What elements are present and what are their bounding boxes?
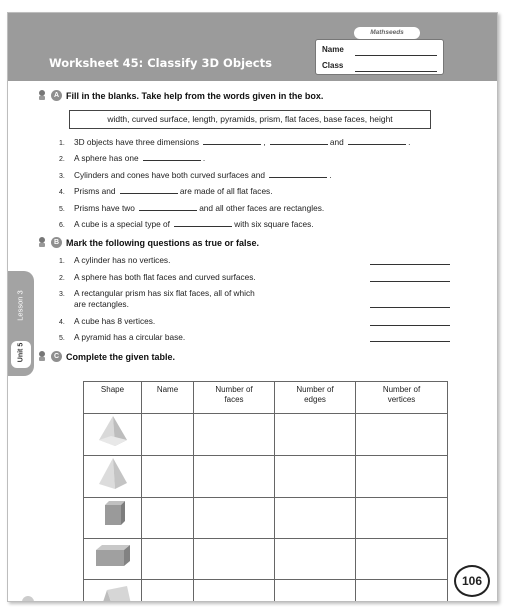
unit-badge (11, 341, 31, 368)
vertices-cell[interactable] (356, 456, 448, 498)
edges-cell[interactable] (275, 580, 356, 603)
faces-cell[interactable] (194, 580, 275, 603)
col-header-faces: Number of faces (194, 382, 275, 414)
tf-item-1: 1. A cylinder has no vertices. (59, 255, 171, 265)
triangular-prism-icon (93, 582, 133, 603)
table-row (84, 414, 448, 456)
col-header-edges: Number of edges (275, 382, 356, 414)
answer-blank[interactable] (270, 144, 328, 145)
vertices-cell[interactable] (356, 498, 448, 539)
table-row (84, 456, 448, 498)
section-a-title: Fill in the blanks. Take help from the words given in the box. (66, 91, 324, 101)
edges-cell[interactable] (275, 539, 356, 580)
fill-item-3: 3. Cylinders and cones have both curved surfaces and . (59, 170, 332, 180)
tf-answer-line[interactable] (370, 264, 450, 265)
answer-blank[interactable] (143, 160, 201, 161)
brand-logo: Mathseeds (354, 27, 420, 39)
section-b-letter: B (51, 237, 62, 248)
edges-cell[interactable] (275, 414, 356, 456)
col-header-name: Name (142, 382, 194, 414)
section-b-title: Mark the following questions as true or false. (66, 238, 260, 248)
shape-cell (84, 580, 142, 603)
table-header-row (84, 382, 448, 414)
shape-cell (84, 498, 142, 539)
vertices-cell[interactable] (356, 414, 448, 456)
section-c-letter: C (51, 351, 62, 362)
col-header-vertices: Number of vertices (356, 382, 448, 414)
shape-cell (84, 539, 142, 580)
name-label: Name (322, 45, 344, 54)
square-pyramid-icon (93, 414, 133, 450)
answer-blank[interactable] (269, 177, 327, 178)
faces-cell[interactable] (194, 498, 275, 539)
tf-item-3: 3. A rectangular prism has six flat faces, all of which (59, 288, 255, 298)
answer-blank[interactable] (348, 144, 406, 145)
name-class-box (315, 39, 444, 75)
class-field[interactable] (355, 71, 437, 72)
rectangular-prism-icon (90, 542, 136, 572)
table-row (84, 539, 448, 580)
tf-answer-line[interactable] (370, 325, 450, 326)
triangular-pyramid-icon (93, 456, 133, 492)
fill-item-4: 4. Prisms and are made of all flat faces. (59, 186, 273, 196)
vertices-cell[interactable] (356, 539, 448, 580)
fill-item-5: 5. Prisms have two and all other faces are rectangles. (59, 203, 325, 213)
tf-item-4: 4. A cube has 8 vertices. (59, 316, 156, 326)
vertices-cell[interactable] (356, 580, 448, 603)
tf-answer-line[interactable] (370, 307, 450, 308)
faces-cell[interactable] (194, 456, 275, 498)
fill-item-6: 6. A cube is a special type of with six square faces. (59, 219, 314, 229)
answer-blank[interactable] (120, 193, 178, 194)
tf-item-3-cont: are rectangles. (74, 299, 129, 309)
faces-cell[interactable] (194, 539, 275, 580)
table-row (84, 580, 448, 603)
col-header-shape: Shape (84, 382, 142, 414)
tf-answer-line[interactable] (370, 281, 450, 282)
lesson-label: Lesson 3 (15, 290, 25, 321)
name-cell[interactable] (142, 414, 194, 456)
section-c-title: Complete the given table. (66, 352, 176, 362)
unit-label: Unit 5 (17, 342, 25, 363)
answer-blank[interactable] (203, 144, 261, 145)
worksheet-header (8, 13, 497, 81)
cube-icon (93, 499, 133, 533)
name-cell[interactable] (142, 580, 194, 603)
mascot-icon (36, 236, 48, 248)
name-cell[interactable] (142, 539, 194, 580)
unit-lesson-tab (8, 271, 34, 376)
faces-cell[interactable] (194, 414, 275, 456)
worksheet-page (7, 12, 498, 602)
name-cell[interactable] (142, 498, 194, 539)
answer-blank[interactable] (174, 226, 232, 227)
edges-cell[interactable] (275, 456, 356, 498)
name-field[interactable] (355, 55, 437, 56)
shape-cell (84, 414, 142, 456)
class-label: Class (322, 61, 344, 70)
shape-cell (84, 456, 142, 498)
tf-item-2: 2. A sphere has both flat faces and curved surfaces. (59, 272, 256, 282)
corner-marker (22, 596, 34, 602)
shapes-table (83, 381, 448, 602)
page-number: 106 (454, 565, 490, 597)
fill-item-2: 2. A sphere has one . (59, 153, 206, 163)
answer-blank[interactable] (139, 210, 197, 211)
tf-answer-line[interactable] (370, 341, 450, 342)
name-cell[interactable] (142, 456, 194, 498)
section-a-letter: A (51, 90, 62, 101)
tf-item-5: 5. A pyramid has a circular base. (59, 332, 186, 342)
word-bank: width, curved surface, length, pyramids, prism, flat faces, base faces, height (69, 110, 431, 129)
worksheet-title: Worksheet 45: Classify 3D Objects (49, 56, 272, 70)
mascot-icon (36, 350, 48, 362)
mascot-icon (36, 89, 48, 101)
fill-item-1: 1. 3D objects have three dimensions , and . (59, 137, 411, 147)
edges-cell[interactable] (275, 498, 356, 539)
table-row (84, 498, 448, 539)
